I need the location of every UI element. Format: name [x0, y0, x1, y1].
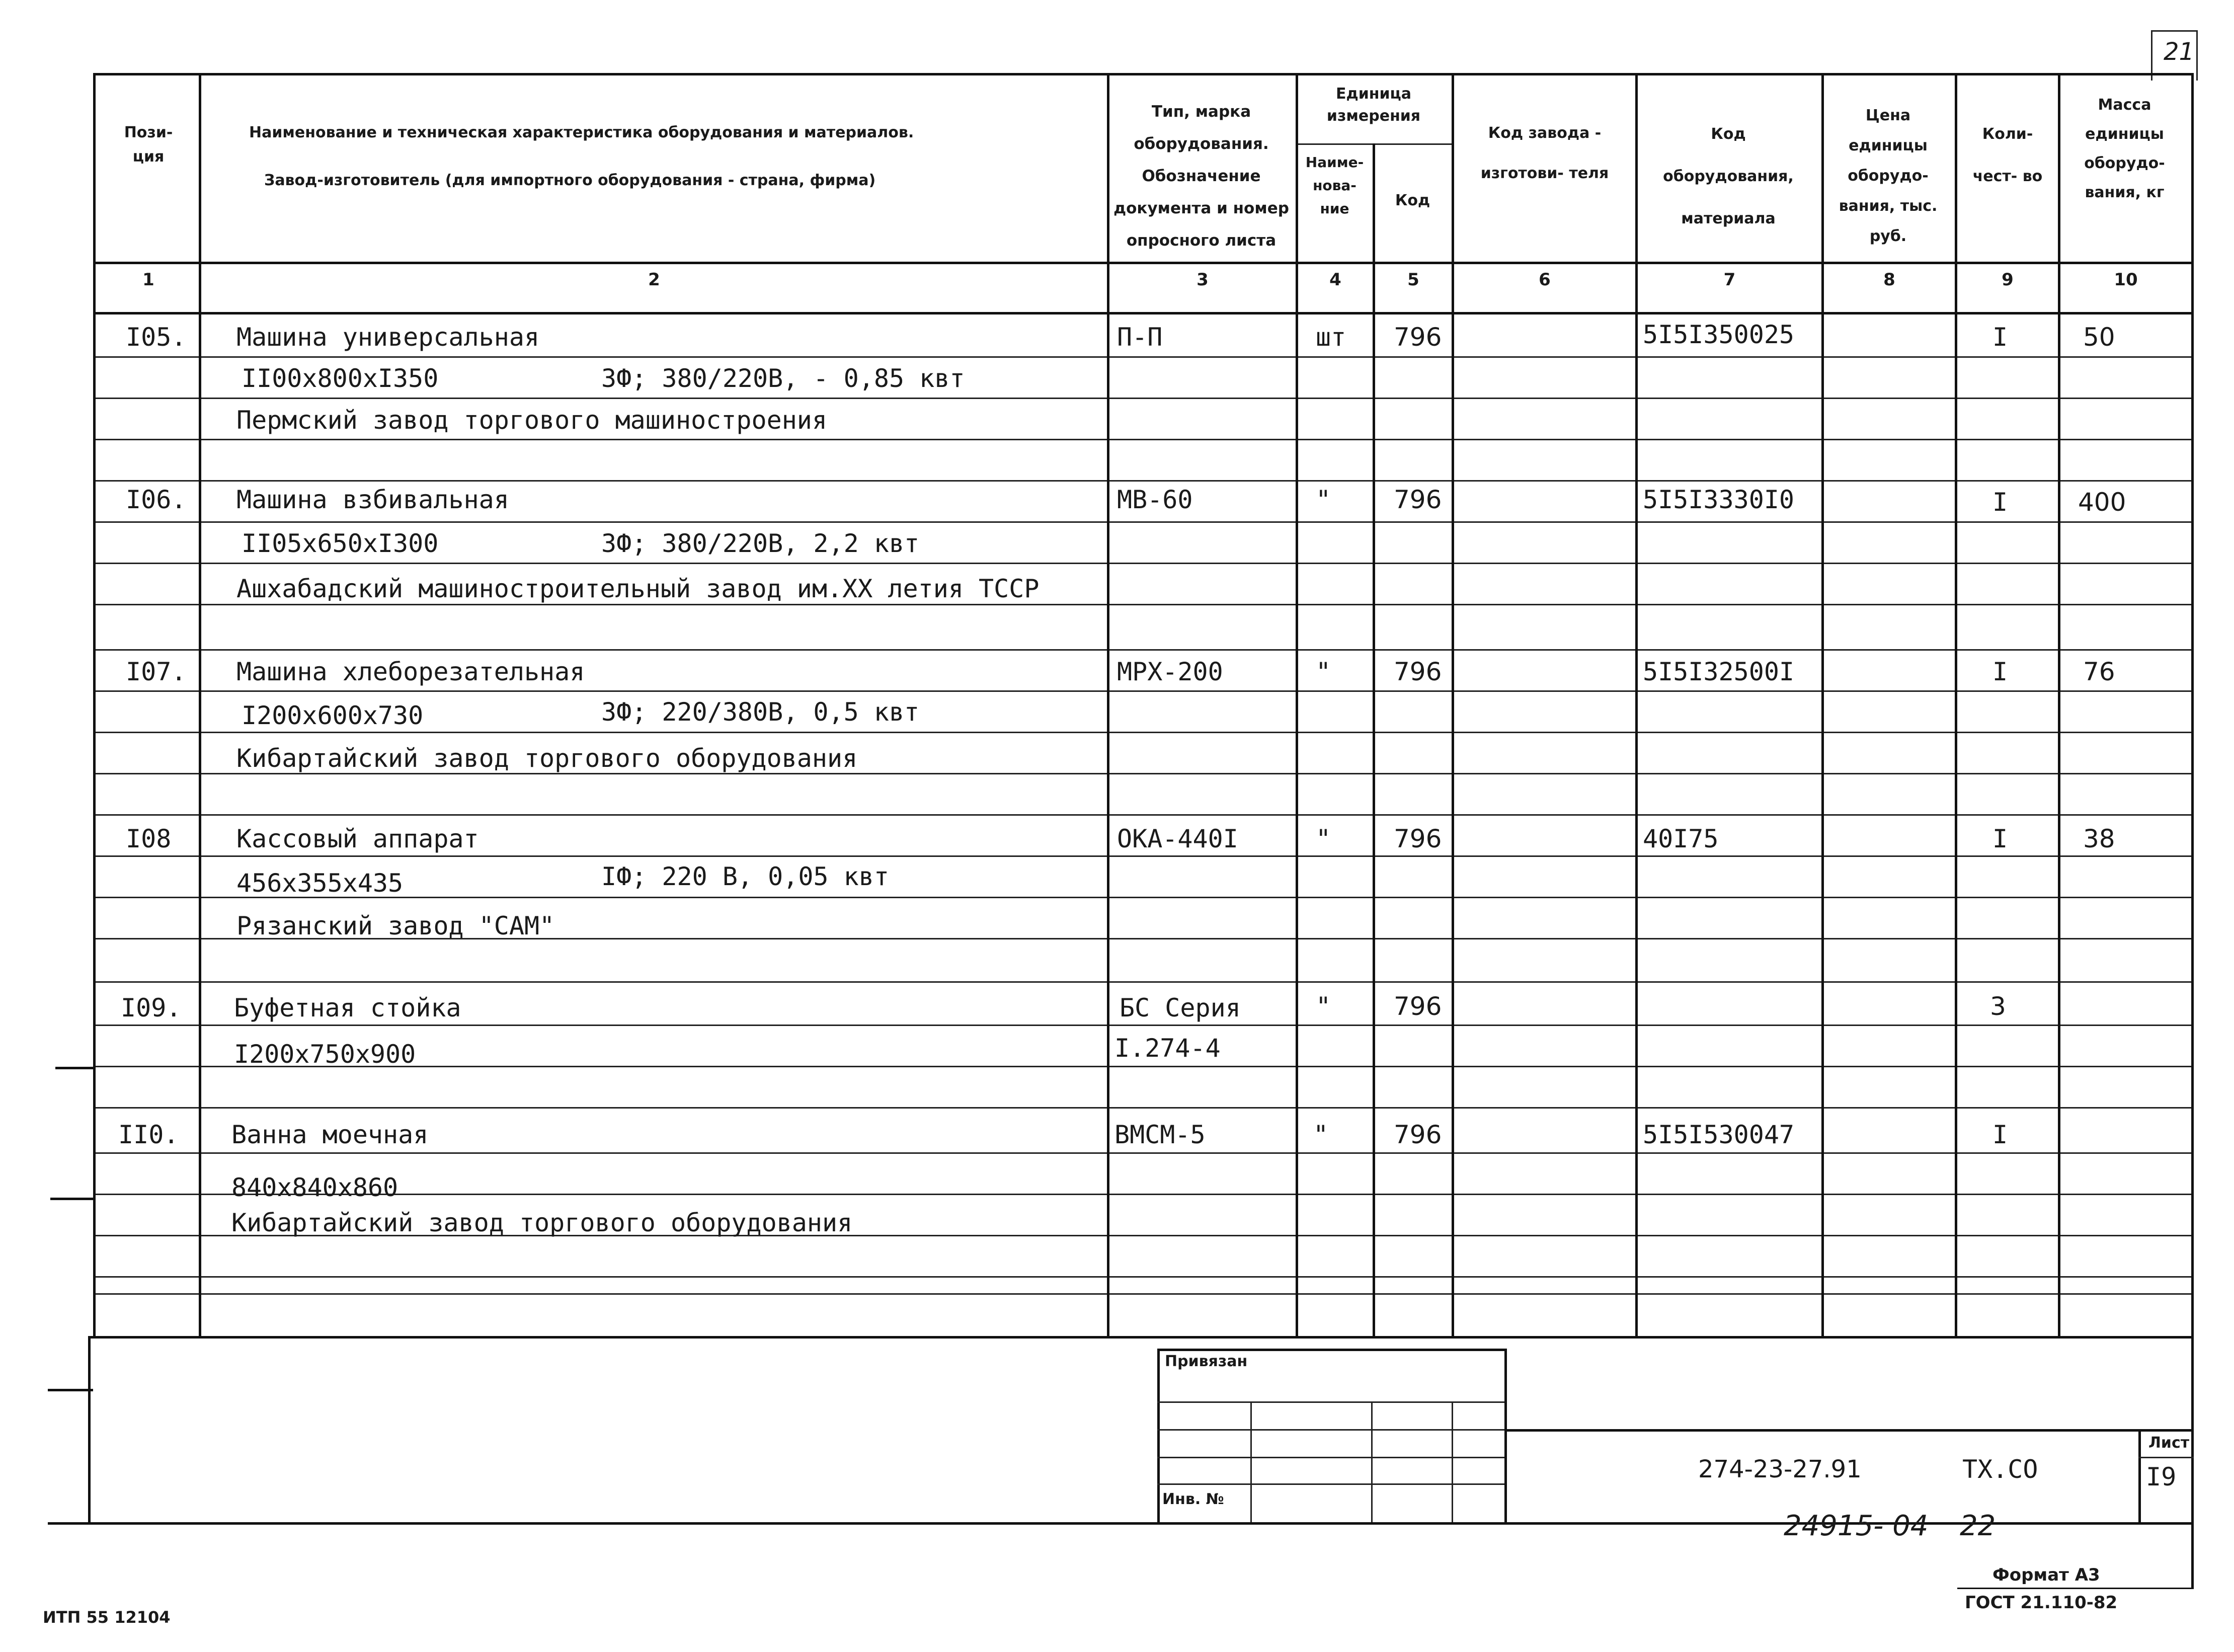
item-unit: шт	[1316, 323, 1346, 352]
item-dimensions: II00x800xI350	[242, 364, 439, 393]
gost-label: ГОСТ 21.110-82	[1965, 1593, 2118, 1613]
item-power: 3Ф; 220/380В, 0,5 квт	[601, 697, 920, 727]
colnum-10: 10	[2114, 270, 2138, 290]
item-quantity: I	[1992, 657, 2008, 686]
colnum-6: 6	[1539, 270, 1551, 290]
item-name: Буфетная стойка	[234, 993, 461, 1022]
item-unit: "	[1316, 485, 1331, 514]
colnum-4: 4	[1329, 270, 1341, 290]
item-code: 5I5I32500I	[1643, 657, 1795, 686]
item-type: П-П	[1117, 323, 1163, 352]
item-name: Кассовый аппарат	[236, 824, 479, 853]
item-mass: 400	[2078, 488, 2126, 517]
header-unit-name: Наиме- нова- ние	[1305, 154, 1364, 217]
item-position: I08	[126, 824, 172, 853]
item-mass: 76	[2083, 657, 2115, 686]
item-unit-code: 796	[1394, 992, 1442, 1021]
item-type: МВ-60	[1117, 485, 1193, 514]
item-power: 3Ф; 380/220В, - 0,85 квт	[601, 364, 965, 393]
format-label: Формат А3	[1992, 1565, 2100, 1585]
item-name: Машина хлеборезательная	[236, 657, 585, 686]
item-quantity: I	[1992, 488, 2008, 517]
item-mass: 50	[2083, 323, 2115, 352]
item-name: Машина взбивальная	[236, 485, 509, 514]
handwritten-sheet-number: 22	[1960, 1510, 1996, 1542]
item-quantity: 3	[1990, 992, 2006, 1021]
item-code: 5I5I350025	[1643, 320, 1795, 349]
item-maker: Рязанский завод "САМ"	[236, 911, 555, 940]
item-position: I05.	[126, 323, 187, 352]
header-unit-code: Код	[1395, 192, 1430, 209]
header-type: Тип, марка оборудования. Обозначение документа и номер опросного листа	[1113, 103, 1289, 250]
colnum-2: 2	[648, 270, 660, 290]
item-code: 5I5I3330I0	[1643, 485, 1795, 514]
header-quantity: Коли- чест- во	[1972, 125, 2043, 185]
item-unit: "	[1313, 1120, 1329, 1149]
item-maker: Кибартайский завод торгового оборудования	[236, 744, 858, 773]
header-name-line1: Наименование и техническая характеристика оборудования и материалов.	[249, 124, 914, 141]
colnum-7: 7	[1723, 270, 1736, 290]
item-position: II0.	[118, 1120, 179, 1149]
item-type: ВМСМ-5	[1114, 1120, 1206, 1149]
item-dimensions: I200x600x730	[242, 701, 424, 730]
item-position: I06.	[126, 485, 187, 514]
item-unit: "	[1316, 992, 1331, 1021]
colnum-8: 8	[1883, 270, 1895, 290]
header-price: Цена единицы оборудо- вания, тыс. руб.	[1839, 107, 1938, 245]
item-type-series: I.274-4	[1114, 1034, 1221, 1063]
item-dimensions: I200x750x900	[234, 1040, 416, 1069]
item-name: Машина универсальная	[236, 323, 540, 352]
header-name-line2: Завод-изготовитель (для импортного оборудования - страна, фирма)	[264, 172, 876, 189]
item-type: БС Серия	[1120, 993, 1241, 1022]
stamp-document-code: 274-23-27.91	[1698, 1455, 1862, 1483]
item-unit: "	[1316, 824, 1331, 853]
item-maker: Пермский завод торгового машиностроения	[236, 406, 827, 435]
header-maker-code: Код завода - изготови- теля	[1480, 124, 1609, 182]
item-quantity: I	[1992, 323, 2008, 352]
stamp-inv-no: Инв. №	[1162, 1490, 1224, 1508]
handwritten-inventory-number: 24915- 04	[1784, 1510, 1929, 1542]
item-code: 40I75	[1643, 824, 1719, 853]
colnum-1: 1	[142, 270, 154, 290]
item-unit-code: 796	[1394, 323, 1442, 352]
item-type: ОКА-440I	[1117, 824, 1238, 853]
item-position: I07.	[126, 657, 187, 686]
item-type: МРХ-200	[1117, 657, 1223, 686]
stamp-privyazan: Привязан	[1165, 1353, 1248, 1370]
colnum-5: 5	[1407, 270, 1419, 290]
item-quantity: I	[1992, 1120, 2008, 1149]
item-dimensions: II05x650xI300	[242, 529, 439, 558]
stamp-document-type: ТХ.СО	[1962, 1455, 2038, 1484]
item-position: I09.	[121, 993, 182, 1022]
item-maker: Кибартайский завод торгового оборудования	[231, 1208, 853, 1237]
item-dimensions: 456x355x435	[236, 869, 404, 898]
colnum-9: 9	[2002, 270, 2014, 290]
item-unit: "	[1316, 657, 1331, 686]
item-unit-code: 796	[1394, 824, 1442, 853]
item-power: 3Ф; 380/220В, 2,2 квт	[601, 529, 920, 558]
header-equipment-code: Код оборудования, материала	[1663, 125, 1794, 227]
item-unit-code: 796	[1394, 485, 1442, 514]
item-name: Ванна моечная	[231, 1120, 429, 1149]
item-mass: 38	[2083, 824, 2115, 853]
header-mass: Масса единицы оборудо- вания, кг	[2084, 96, 2165, 201]
item-unit-code: 796	[1394, 1120, 1442, 1149]
item-unit-code: 796	[1394, 657, 1442, 686]
item-quantity: I	[1992, 824, 2008, 853]
item-code: 5I5I530047	[1643, 1120, 1795, 1149]
item-maker: Ашхабадский машиностроительный завод им.XX летия ТССР	[236, 574, 1040, 603]
colnum-3: 3	[1196, 270, 1209, 290]
header-unit: Единица измерения	[1326, 85, 1421, 125]
header-position: Пози- ция	[124, 124, 173, 166]
item-dimensions: 840x840x860	[231, 1173, 398, 1202]
item-power: IФ; 220 В, 0,05 квт	[601, 862, 889, 891]
corner-page-number: 21	[2164, 38, 2195, 66]
itp-label: ИТП 55 12104	[43, 1608, 171, 1627]
stamp-sheet-number: I9	[2146, 1462, 2177, 1491]
stamp-sheet-label: Лист	[2148, 1434, 2190, 1452]
